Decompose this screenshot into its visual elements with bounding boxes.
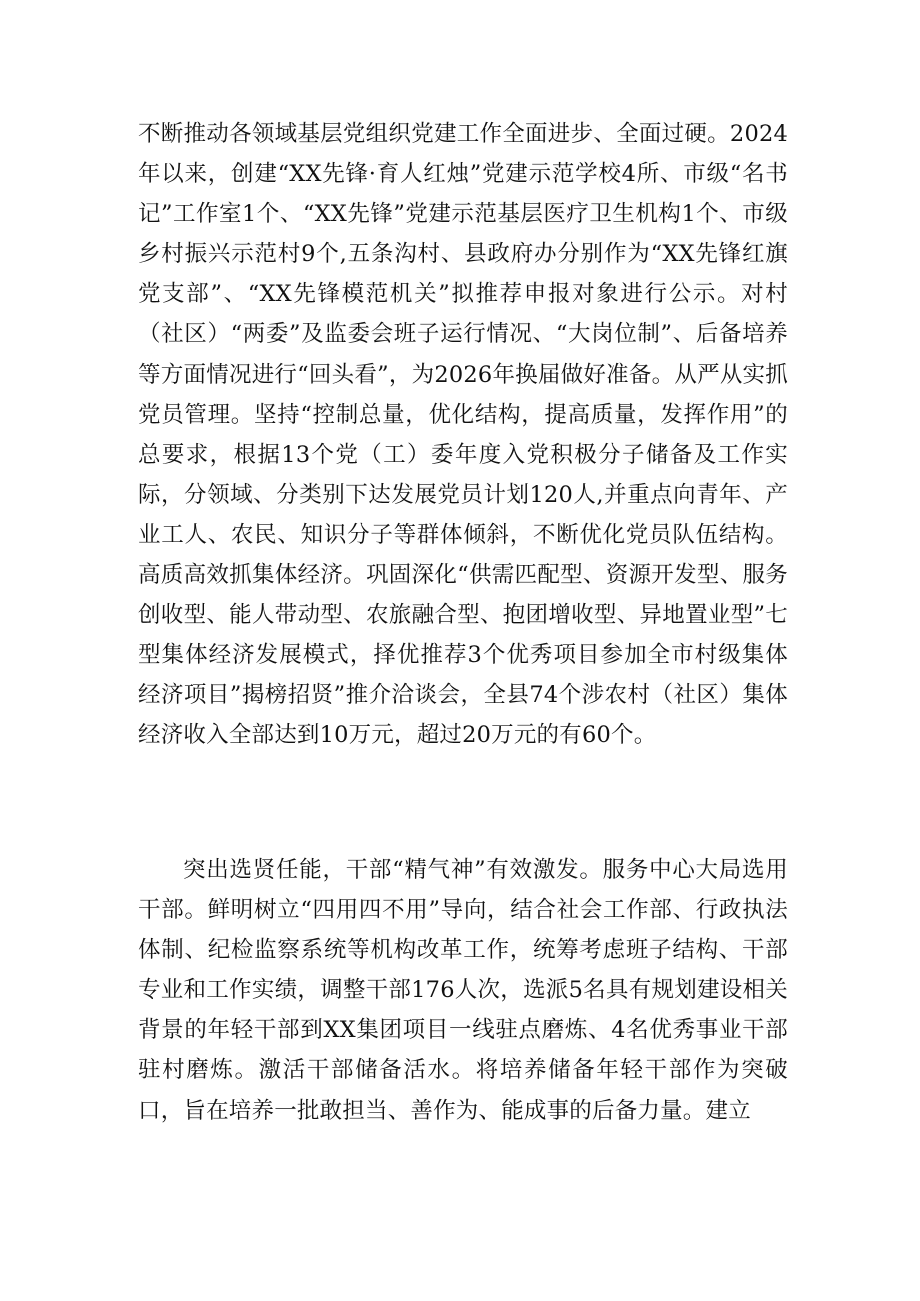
paragraph-2: [138, 850, 788, 1131]
paragraph-1-text: 不断推动各领域基层党组织党建工作全面进步、全面过硬。2024年以来，创建“XX先锋·育人红烛”党建示范学校4所、市级“名书记”工作室1个、“XX先锋”党建示范基层医疗卫生机构1个、市级乡村振兴示范村9个,五条沟村、县政府办分别作为“XX先锋红旗党支部”、“XX先锋模范机关”拟推荐申报对象进行公示。对村（社区）“两委”及监委会班子运行情况、“大岗位制”、后备培养等方面情况进行“回头看”，为2026年换届做好准备。从严从实抓党员管理。坚持“控制总量，优化结构，提高质量，发挥作用”的总要求，根据13个党（工）委年度入党积极分子储备及工作实际，分领域、分类别下达发展党员计划120人,并重点向青年、产业工人、农民、知识分子等群体倾斜，不断优化党员队伍结构。高质高效抓集体经济。巩固深化“供需匹配型、资源开发型、服务创收型、能人带动型、农旅融合型、抱团增收型、异地置业型”七型集体经济发展模式，择优推荐3个优秀项目参加全市村级集体经济项目”揭榜招贤”推介洽谈会，全县74个涉农村（社区）集体经济收入全部达到10万元，超过20万元的有60个。: [138, 121, 788, 749]
paragraph-1: [138, 114, 788, 756]
paragraph-2-text: 突出选贤任能，干部“精气神”有效激发。服务中心大局选用干部。鲜明树立“四用四不用”导向，结合社会工作部、行政执法体制、纪检监察系统等机构改革工作，统筹考虑班子结构、干部专业和工作实绩，调整干部176人次，选派5名具有规划建设相关背景的年轻干部到XX集团项目一线驻点磨炼、4名优秀事业干部驻村磨炼。激活干部储备活水。将培养储备年轻干部作为突破口，旨在培养一批敢担当、善作为、能成事的后备力量。建立: [138, 857, 788, 1124]
